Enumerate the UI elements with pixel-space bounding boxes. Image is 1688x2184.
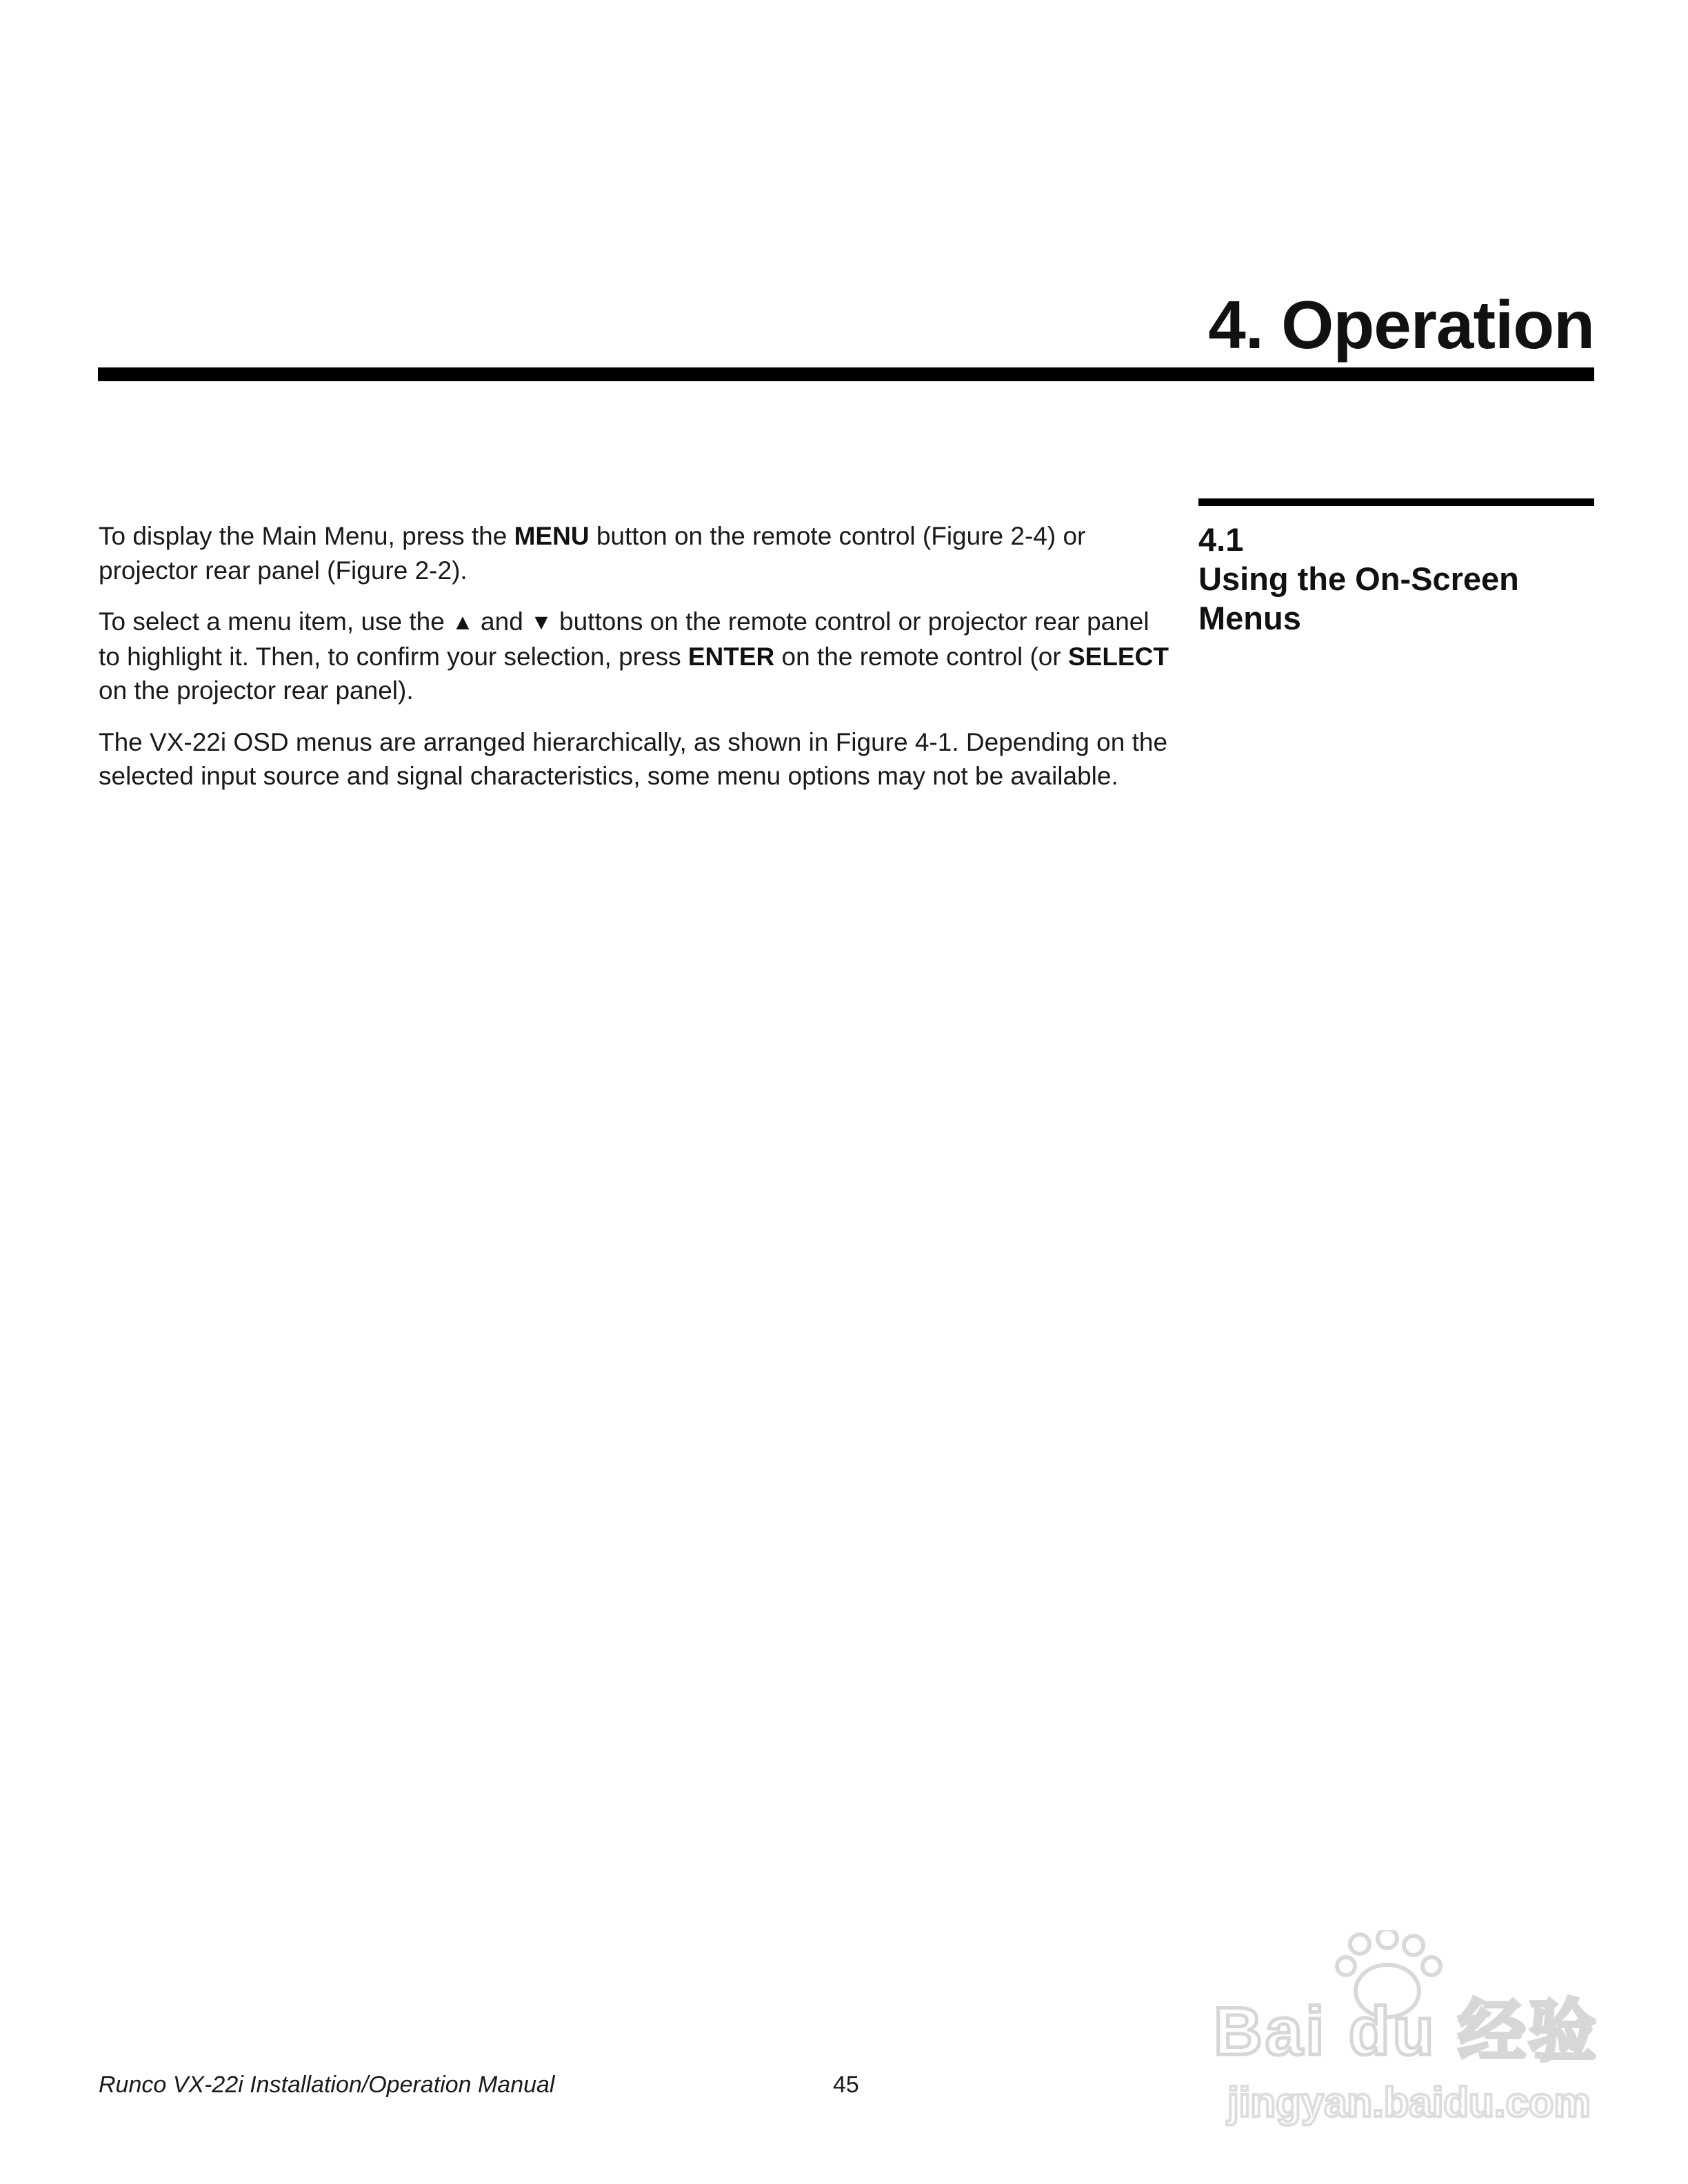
section-number: 4.1: [1198, 521, 1244, 558]
page-number: 45: [833, 2072, 859, 2098]
text-run: button on the remote control (Figure 2-4) or projector rear panel (Figure 2-2).: [99, 522, 1086, 585]
text-run: on the projector rear panel).: [99, 676, 414, 705]
footer-manual-title: Runco VX-22i Installation/Operation Manual: [99, 2072, 555, 2098]
text-run: To display the Main Menu, press the: [99, 522, 514, 550]
section-title-line1: Using the On-Screen: [1198, 560, 1519, 597]
up-arrow-icon: ▲: [452, 609, 474, 634]
paragraph-osd-hierarchy: The VX-22i OSD menus are arranged hierarchically, as shown in Figure 4-1. Depending on the selected input source and signal characteristics, some menu options may not be available.: [99, 727, 1168, 790]
text-run: on the remote control (or: [774, 642, 1068, 671]
chapter-title: 4. Operation: [1208, 287, 1594, 363]
menu-button-term: MENU: [514, 522, 590, 550]
select-button-term: SELECT: [1067, 642, 1169, 671]
enter-button-term: ENTER: [687, 642, 775, 671]
baidu-watermark: [1200, 1930, 1600, 2130]
section-title-line2: Menus: [1198, 600, 1301, 636]
watermark-logo-text: Bai du 经验: [1214, 1993, 1599, 2069]
body-text: [99, 519, 1174, 811]
text-run: and: [473, 607, 531, 636]
down-arrow-icon: ▼: [530, 609, 552, 634]
text-run: To select a menu item, use the: [99, 607, 452, 636]
section-divider: [1198, 498, 1594, 506]
section-heading: [1198, 520, 1594, 638]
paragraph-select-item: [99, 605, 1174, 708]
chapter-divider: [98, 367, 1594, 381]
watermark-url-text: jingyan.baidu.com: [1227, 2079, 1591, 2125]
paragraph-main-menu: [99, 519, 1174, 587]
text-run: buttons on the remote control or projector rear panel to highlight it. Then, to confirm your selection, press: [99, 607, 1149, 671]
